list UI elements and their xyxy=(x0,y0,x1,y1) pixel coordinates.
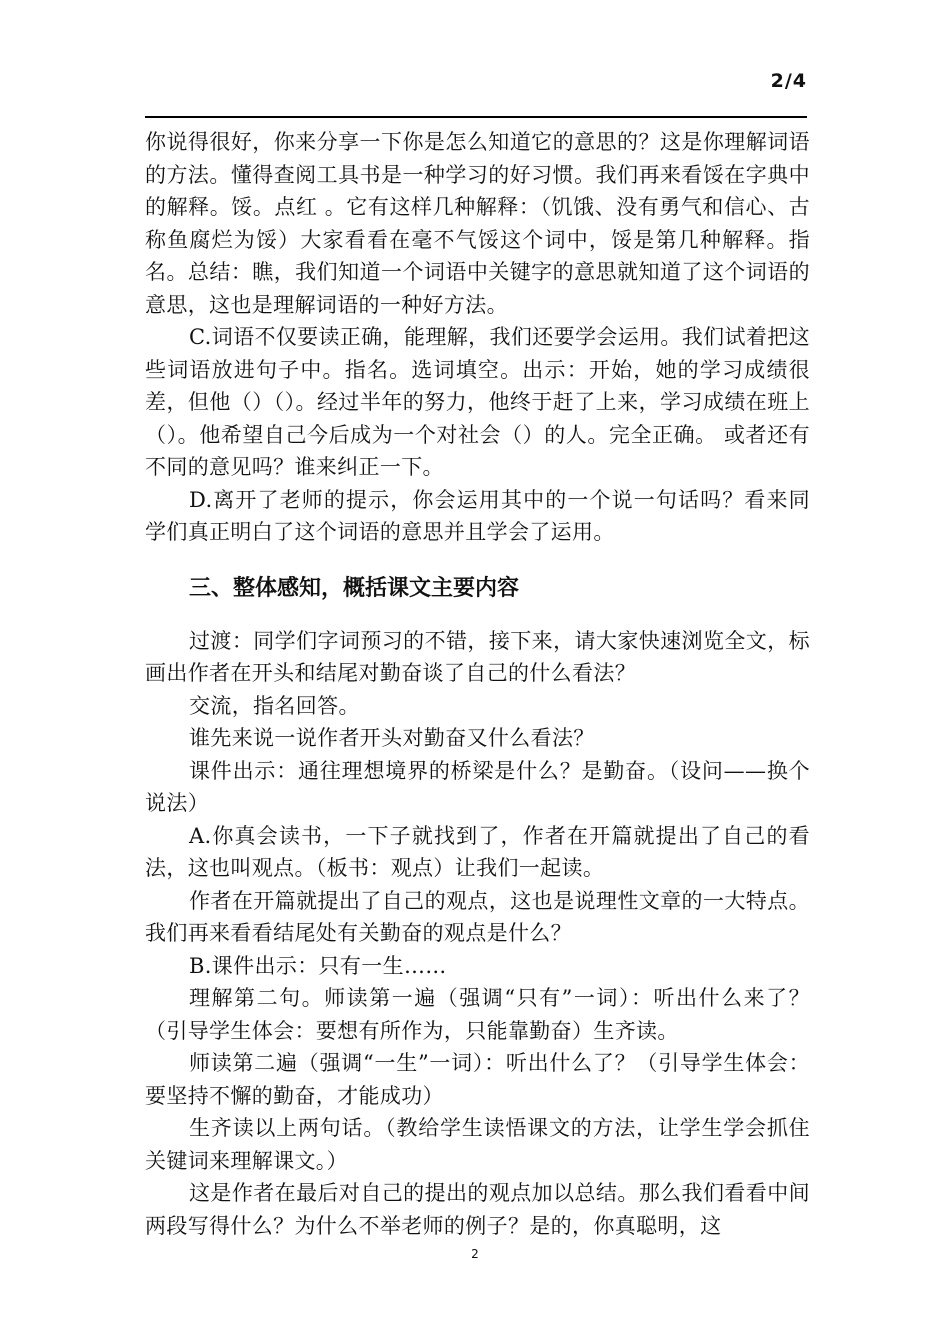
paragraph: 课件出示：通往理想境界的桥梁是什么？是勤奋。（设问——换个说法） xyxy=(145,758,810,815)
paragraph: 谁先来说一说作者开头对勤奋又什么看法？ xyxy=(189,726,595,750)
document-body xyxy=(145,126,810,1242)
paragraph: 你说得很好，你来分享一下你是怎么知道它的意思的？这是你理解词语的方法。懂得查阅工具书是一种学习的好习惯。我们再来看馁在字典中的解释。馁。点红 。它有这样几种解释：（饥饿、没有勇气和信心、古称鱼腐烂为馁）大家看看在毫不气馁这个词中，馁是第几种解释。指名。总结：瞧，我们知道一个词语中关键字的意思就知道了这个词语的意思，这也是理解词语的一种好方法。 xyxy=(145,130,810,317)
section-heading: 三、整体感知，概括课文主要内容 xyxy=(189,575,520,601)
paragraph: 这是作者在最后对自己的提出的观点加以总结。那么我们看看中间两段写得什么？为什么不举老师的例子？是的，你真聪明，这 xyxy=(145,1181,810,1238)
paragraph: 交流，指名回答。 xyxy=(189,693,360,718)
paragraph: 生齐读以上两句话。（教给学生读悟课文的方法，让学生学会抓住关键词来理解课文。） xyxy=(145,1116,810,1173)
paragraph: C.词语不仅要读正确，能理解，我们还要学会运用。我们试着把这些词语放进句子中。指名。选词填空。出示：开始，她的学习成绩很差，但他（）（）。经过半年的努力，他终于赶了上来，学习成绩在班上（）。他希望自己今后成为一个对社会（）的人。完全正确。 或者还有不同的意见吗？谁来纠正一下。 xyxy=(145,325,810,479)
paragraph: B.课件出示：只有一生…… xyxy=(189,953,447,978)
page-header xyxy=(145,70,807,118)
paragraph: 作者在开篇就提出了自己的观点，这也是说理性文章的一大特点。我们再来看看结尾处有关勤奋的观点是什么？ xyxy=(145,888,810,945)
paragraph: A.你真会读书，一下子就找到了，作者在开篇就提出了自己的看法，这也叫观点。（板书：观点）让我们一起读。 xyxy=(145,823,810,880)
paragraph: 理解第二句。师读第一遍（强调“只有”一词）：听出什么来了？（引导学生体会：要想有所作为，只能靠勤奋）生齐读。 xyxy=(145,986,810,1043)
page-indicator: 2/4 xyxy=(770,70,807,92)
paragraph: 过渡：同学们字词预习的不错，接下来，请大家快速浏览全文，标画出作者在开头和结尾对勤奋谈了自己的什么看法？ xyxy=(145,628,810,685)
paragraph: D.离开了老师的提示，你会运用其中的一个说一句话吗？看来同学们真正明白了这个词语的意思并且学会了运用。 xyxy=(145,487,810,544)
paragraph: 师读第二遍（强调“一生”一词）：听出什么了？（引导学生体会：要坚持不懈的勤奋，才能成功） xyxy=(145,1051,810,1108)
page-number: 2 xyxy=(471,1247,479,1261)
